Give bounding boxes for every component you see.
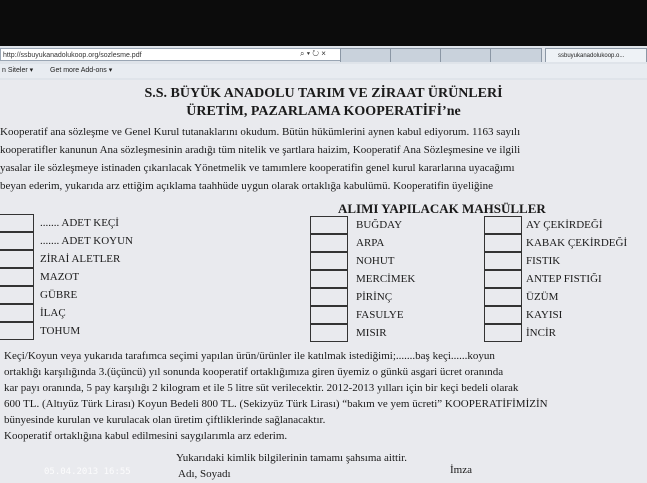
checkbox-rice[interactable]: [310, 288, 348, 306]
pdf-document: [0, 80, 647, 483]
label-apricot: KAYISI: [526, 309, 563, 321]
tab-1[interactable]: [340, 48, 392, 62]
tab-3[interactable]: [440, 48, 492, 62]
suggested-sites-link[interactable]: n Siteler ▾: [2, 67, 34, 74]
favorites-bar: [0, 64, 647, 78]
body-line-3: kar payı oranında, 5 pay karşılığı 2 kilogram et ile 5 litre süt verilecektir. 2012-2013 yılları için bir keçi bedeli olarak: [4, 382, 519, 394]
label-lentil: MERCİMEK: [356, 273, 416, 285]
label-grape: ÜZÜM: [526, 291, 559, 303]
checkbox-apricot[interactable]: [484, 306, 522, 324]
footer-note: Yukarıdaki kimlik bilgilerinin tamamı şahsıma aittir.: [176, 452, 407, 464]
checkbox-seed[interactable]: [0, 322, 34, 340]
checkbox-sunflower-seed[interactable]: [484, 216, 522, 234]
label-seed: TOHUM: [40, 325, 81, 337]
checkbox-chickpea[interactable]: [310, 252, 348, 270]
checkbox-fertilizer[interactable]: [0, 286, 34, 304]
checkbox-barley[interactable]: [310, 234, 348, 252]
label-sheep: ....... ADET KOYUN: [40, 235, 133, 247]
address-controls[interactable]: ⌕ ▾ ↻ ×: [300, 49, 326, 58]
label-bean: FASULYE: [356, 309, 404, 321]
doc-title-line1: S.S. BÜYÜK ANADOLU TARIM VE ZİRAAT ÜRÜNLERİ: [144, 86, 503, 101]
body-line-2: ortaklığı karşılığında 3.(üçüncü) yıl sonunda kooperatif ortaklığımıza giren üyemiz o günkü asgari ücret oranında: [4, 366, 504, 378]
body-line-4: 600 TL. (Altıyüz Türk Lirası) Koyun Bedeli 800 TL. (Sekizyüz Türk Lirası) “bakım ve yem ücreti” KOOPERATİFİMİZİN: [4, 398, 548, 410]
label-corn: MISIR: [356, 327, 387, 339]
label-peanut: FISTIK: [526, 255, 561, 267]
intro-line-4: beyan ederim, yukarıda arz ettiğim açıklama taahhüde uygun olarak ortaklığa kabulümü. Kooperatifin üyeliğine: [0, 180, 493, 192]
label-barley: ARPA: [356, 237, 385, 249]
checkbox-fig[interactable]: [484, 324, 522, 342]
label-chickpea: NOHUT: [356, 255, 395, 267]
checkbox-bean[interactable]: [310, 306, 348, 324]
label-farm-tools: ZİRAİ ALETLER: [40, 253, 121, 265]
label-wheat: BUĞDAY: [356, 219, 403, 231]
checkbox-diesel[interactable]: [0, 268, 34, 286]
body-line-1: Keçi/Koyun veya yukarıda tarafımca seçimi yapılan ürün/ürünler ile katılmak istediğimi;.......baş keçi......koyun: [4, 350, 495, 362]
checkbox-pumpkin-seed[interactable]: [484, 234, 522, 252]
label-pistachio: ANTEP FISTIĞI: [526, 273, 602, 285]
doc-title-line2: ÜRETİM, PAZARLAMA KOOPERATİFİ’ne: [186, 104, 461, 119]
tab-4[interactable]: [490, 48, 542, 62]
body-line-6: Kooperatif ortaklığına kabul edilmesini saygılarımla arz ederim.: [4, 430, 288, 442]
checkbox-goat[interactable]: [0, 214, 34, 232]
label-fertilizer: GÜBRE: [40, 289, 78, 301]
checkbox-pistachio[interactable]: [484, 270, 522, 288]
label-goat: ....... ADET KEÇİ: [40, 217, 119, 229]
checkbox-sheep[interactable]: [0, 232, 34, 250]
checkbox-corn[interactable]: [310, 324, 348, 342]
checkbox-pesticide[interactable]: [0, 304, 34, 322]
tab-active[interactable]: ssbuyukanadolukoop.o...: [545, 48, 647, 62]
browser-chrome: [0, 46, 647, 80]
signature-label: İmza: [450, 464, 472, 476]
label-fig: İNCİR: [526, 327, 556, 339]
checkbox-grape[interactable]: [484, 288, 522, 306]
checkbox-farm-tools[interactable]: [0, 250, 34, 268]
label-sunflower-seed: AY ÇEKİRDEĞİ: [526, 219, 603, 231]
monitor-bezel: [0, 0, 647, 48]
tab-strip: [340, 48, 647, 62]
label-pumpkin-seed: KABAK ÇEKİRDEĞİ: [526, 237, 628, 249]
label-pesticide: İLAÇ: [40, 307, 66, 319]
checkbox-wheat[interactable]: [310, 216, 348, 234]
addons-link[interactable]: Get more Add-ons ▾: [50, 67, 113, 74]
label-rice: PİRİNÇ: [356, 291, 393, 303]
products-heading: ALIMI YAPILACAK MAHSÜLLER: [338, 201, 546, 216]
intro-line-3: yasalar ile sözleşmeye istinaden çıkarılacak Yönetmelik ve tamımlere kooperatifin genel kurul kararlarına uyacağımı: [0, 162, 515, 174]
intro-line-1: Kooperatif ana sözleşme ve Genel Kurul tutanaklarını okudum. Bütün hükümlerini aynen kabul ediyorum. 1163 sayılı: [0, 126, 521, 138]
photo-timestamp: 05.04.2013 16:55: [44, 467, 131, 477]
tab-2[interactable]: [390, 48, 442, 62]
name-label: Adı, Soyadı: [178, 468, 231, 480]
intro-line-2: kooperatifler kanunun Ana sözleşmesinin aradığı tüm nitelik ve şartlara haizim, Kooperatif Ana Sözleşmesine ve ilgili: [0, 144, 521, 156]
checkbox-lentil[interactable]: [310, 270, 348, 288]
checkbox-peanut[interactable]: [484, 252, 522, 270]
address-bar[interactable]: http://ssbuyukanadolukoop.org/sozlesme.pdf: [0, 48, 345, 61]
label-diesel: MAZOT: [40, 271, 80, 283]
body-line-5: bünyesinde kurulan ve kurulacak olan üretim çiftliklerinde sağlanacaktır.: [4, 414, 326, 426]
